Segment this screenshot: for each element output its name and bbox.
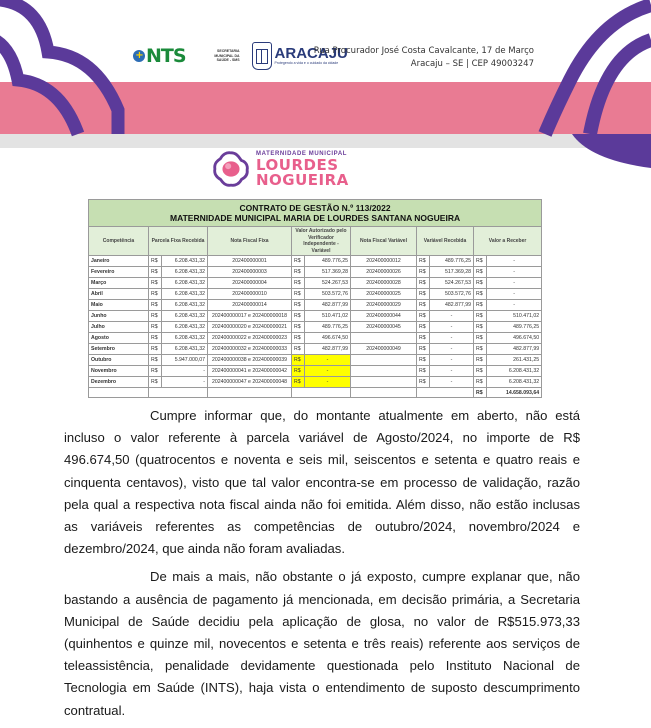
- cell-variavel-recebida: -: [430, 322, 474, 333]
- sms-logo-line2: SAÚDE - SMS: [216, 58, 240, 63]
- cell-autorizado-currency: R$: [292, 289, 305, 300]
- cell-parcela-fixa: 6.208.431,32: [162, 300, 208, 311]
- cell-nota-fiscal-fixa: 202400000022 e 202400000023: [208, 333, 292, 344]
- total-empty-cell: [292, 388, 351, 398]
- cell-nota-fiscal-variavel: 202400000025: [351, 289, 417, 300]
- cell-fixa-currency: R$: [149, 256, 162, 267]
- cell-parcela-fixa: 6.208.431,32: [162, 322, 208, 333]
- body-paragraph-2: De mais a mais, não obstante o já exposto, cumpre explanar que, não bastando a ausência de pagamento já mencionada, em decisão primária, a Secretaria Municipal de Saúde decidiu pela aplicação de glosa, no valor de R$515.973,33 (quinhentos e quinze mil, novecentos e setenta e três reais) referente aos serviços de teleassistência, penalidade devidamente questionada pelo Instituto Nacional de Tecnologia em Saúde (INTS), haja vista o entendimento de suposto descumprimento contratual.: [64, 569, 580, 718]
- cell-variavel-recebida: -: [430, 344, 474, 355]
- table-title-line2: MATERNIDADE MUNICIPAL MARIA DE LOURDES SANTANA NOGUEIRA: [170, 213, 461, 223]
- maternity-logo-subtitle: MATERNIDADE MUNICIPAL: [256, 151, 348, 157]
- header-address: [314, 45, 534, 71]
- cell-variavel-recebida: 524.267,53: [430, 278, 474, 289]
- table-header-row: [89, 227, 542, 256]
- column-header-nota-fiscal-variavel: Nota Fiscal Variável: [351, 227, 417, 256]
- cell-competencia: Dezembro: [89, 377, 149, 388]
- cell-valor-autorizado: 517.369,28: [305, 267, 351, 278]
- cell-nota-fiscal-variavel: 202400000026: [351, 267, 417, 278]
- cell-receber-currency: R$: [474, 333, 487, 344]
- maternity-logo-line1: LOURDES: [256, 156, 339, 174]
- cell-competencia: Janeiro: [89, 256, 149, 267]
- document-body: [64, 405, 580, 728]
- cell-fixa-currency: R$: [149, 289, 162, 300]
- cell-nota-fiscal-fixa: 202400000014: [208, 300, 292, 311]
- table-row: [89, 256, 542, 267]
- table-row: [89, 267, 542, 278]
- cell-nota-fiscal-fixa: 202400000001: [208, 256, 292, 267]
- cell-valor-receber: -: [487, 278, 542, 289]
- cell-parcela-fixa: 6.208.431,32: [162, 289, 208, 300]
- maternity-logo: [212, 150, 349, 188]
- cell-nota-fiscal-fixa: 202400000041 e 202400000042: [208, 366, 292, 377]
- cell-parcela-fixa: 6.208.431,32: [162, 256, 208, 267]
- cell-nota-fiscal-variavel: 202400000049: [351, 344, 417, 355]
- total-value: 14.658.093,64: [487, 388, 542, 398]
- cell-valor-receber: 510.471,02: [487, 311, 542, 322]
- cell-valor-receber: -: [487, 267, 542, 278]
- cell-receber-currency: R$: [474, 355, 487, 366]
- cell-var-currency: R$: [417, 256, 430, 267]
- cell-fixa-currency: R$: [149, 300, 162, 311]
- cell-variavel-recebida: -: [430, 377, 474, 388]
- cell-var-currency: R$: [417, 300, 430, 311]
- cell-valor-autorizado: 496.674,50: [305, 333, 351, 344]
- cell-fixa-currency: R$: [149, 311, 162, 322]
- cell-competencia: Junho: [89, 311, 149, 322]
- table-row: [89, 278, 542, 289]
- cell-parcela-fixa: -: [162, 377, 208, 388]
- cell-parcela-fixa: 6.208.431,32: [162, 278, 208, 289]
- cell-competencia: Março: [89, 278, 149, 289]
- cell-fixa-currency: R$: [149, 355, 162, 366]
- cell-autorizado-currency: R$: [292, 344, 305, 355]
- cell-receber-currency: R$: [474, 366, 487, 377]
- table-row: [89, 289, 542, 300]
- contract-table-container: [88, 199, 541, 398]
- cell-nota-fiscal-fixa: 202400000047 e 202400000048: [208, 377, 292, 388]
- cell-receber-currency: R$: [474, 278, 487, 289]
- cell-nota-fiscal-variavel: [351, 333, 417, 344]
- total-empty-cell: [208, 388, 292, 398]
- cell-valor-receber: -: [487, 289, 542, 300]
- sms-logo: [198, 49, 240, 63]
- cell-nota-fiscal-variavel: [351, 366, 417, 377]
- cell-nota-fiscal-fixa: 202400000032 e 202400000033: [208, 344, 292, 355]
- table-row: [89, 355, 542, 366]
- cell-receber-currency: R$: [474, 256, 487, 267]
- cell-valor-autorizado: 524.267,53: [305, 278, 351, 289]
- cell-autorizado-currency: R$: [292, 322, 305, 333]
- cell-nota-fiscal-variavel: 202400000045: [351, 322, 417, 333]
- cell-variavel-recebida: -: [430, 366, 474, 377]
- cell-nota-fiscal-fixa: 202400000010: [208, 289, 292, 300]
- cell-fixa-currency: R$: [149, 344, 162, 355]
- cell-nota-fiscal-fixa: 202400000020 e 202400000021: [208, 322, 292, 333]
- cell-autorizado-currency: R$: [292, 300, 305, 311]
- cell-fixa-currency: R$: [149, 322, 162, 333]
- table-total-row: [89, 388, 542, 398]
- cell-competencia: Fevereiro: [89, 267, 149, 278]
- header-grey-band: [0, 134, 651, 148]
- total-currency: R$: [474, 388, 487, 398]
- column-header-competencia: Competência: [89, 227, 149, 256]
- cell-variavel-recebida: 482.877,99: [430, 300, 474, 311]
- cell-fixa-currency: R$: [149, 333, 162, 344]
- cell-receber-currency: R$: [474, 377, 487, 388]
- cell-autorizado-currency: R$: [292, 377, 305, 388]
- cell-competencia: Outubro: [89, 355, 149, 366]
- cell-receber-currency: R$: [474, 344, 487, 355]
- cell-nota-fiscal-fixa: 202400000004: [208, 278, 292, 289]
- cell-autorizado-currency: R$: [292, 355, 305, 366]
- aracaju-logo-name: ARACAJU: [274, 45, 348, 62]
- cell-variavel-recebida: 503.572,76: [430, 289, 474, 300]
- cell-autorizado-currency: R$: [292, 311, 305, 322]
- cell-nota-fiscal-variavel: 202400000044: [351, 311, 417, 322]
- cell-nota-fiscal-fixa: 202400000003: [208, 267, 292, 278]
- contract-table: [88, 199, 542, 398]
- ints-logo-text: NTS: [146, 45, 186, 67]
- header-pink-band: [0, 82, 651, 134]
- cell-competencia: Abril: [89, 289, 149, 300]
- cell-parcela-fixa: -: [162, 366, 208, 377]
- body-paragraph-1: Cumpre informar que, do montante atualmente em aberto, não está incluso o valor referente à parcela variável de Agosto/2024, no importe de R$ 496.674,50 (quatrocentos e noventa e seis mil, seiscentos e setenta e quatro reais e cinquenta centavos), visto que tal valor encontra-se em processo de validação, razão pela qual a respectiva nota fiscal ainda não foi emitida. Além disso, não estão inclusas as variáveis referentes as competências de outubro/2024, novembro/2024 e dezembro/2024, que ainda não foram avaliadas.: [64, 408, 580, 557]
- cell-var-currency: R$: [417, 311, 430, 322]
- table-row: [89, 377, 542, 388]
- column-header-nota-fiscal-fixa: Nota Fiscal Fixa: [208, 227, 292, 256]
- cell-receber-currency: R$: [474, 300, 487, 311]
- address-line1: Rua Procurador José Costa Cavalcante, 17 de Março: [313, 46, 534, 56]
- cell-var-currency: R$: [417, 289, 430, 300]
- cell-valor-autorizado: 489.776,25: [305, 322, 351, 333]
- cell-competencia: Setembro: [89, 344, 149, 355]
- cell-var-currency: R$: [417, 278, 430, 289]
- table-row: [89, 366, 542, 377]
- cell-nota-fiscal-variavel: [351, 355, 417, 366]
- table-row: [89, 322, 542, 333]
- cell-receber-currency: R$: [474, 311, 487, 322]
- cell-valor-receber: -: [487, 300, 542, 311]
- cell-competencia: Agosto: [89, 333, 149, 344]
- cell-valor-receber: 482.877,99: [487, 344, 542, 355]
- total-empty-cell: [149, 388, 208, 398]
- cell-nota-fiscal-fixa: 202400000038 e 202400000039: [208, 355, 292, 366]
- column-header-parcela-fixa: Parcela Fixa Recebida: [149, 227, 208, 256]
- cell-var-currency: R$: [417, 344, 430, 355]
- cell-autorizado-currency: R$: [292, 366, 305, 377]
- cell-fixa-currency: R$: [149, 278, 162, 289]
- maternity-flower-icon: [212, 150, 250, 188]
- cell-variavel-recebida: 517.369,28: [430, 267, 474, 278]
- table-row: [89, 300, 542, 311]
- total-empty-cell: [351, 388, 417, 398]
- cell-receber-currency: R$: [474, 267, 487, 278]
- cell-nota-fiscal-variavel: 202400000012: [351, 256, 417, 267]
- cell-nota-fiscal-fixa: 202400000017 e 202400000018: [208, 311, 292, 322]
- cell-autorizado-currency: R$: [292, 333, 305, 344]
- cell-valor-receber: 6.208.431,32: [487, 377, 542, 388]
- cell-valor-autorizado: 503.572,76: [305, 289, 351, 300]
- table-row: [89, 344, 542, 355]
- cell-valor-autorizado: -: [305, 377, 351, 388]
- cell-competencia: Julho: [89, 322, 149, 333]
- cell-parcela-fixa: 6.208.431,32: [162, 333, 208, 344]
- table-row: [89, 333, 542, 344]
- cell-fixa-currency: R$: [149, 366, 162, 377]
- cell-valor-receber: 6.208.431,32: [487, 366, 542, 377]
- cell-autorizado-currency: R$: [292, 256, 305, 267]
- cell-valor-receber: -: [487, 256, 542, 267]
- cell-valor-receber: 261.431,25: [487, 355, 542, 366]
- cell-receber-currency: R$: [474, 289, 487, 300]
- cell-variavel-recebida: -: [430, 333, 474, 344]
- column-header-variavel-recebida: Variável Recebida: [417, 227, 474, 256]
- total-empty-cell: [89, 388, 149, 398]
- maternity-logo-line2: NOGUEIRA: [256, 171, 349, 189]
- cell-variavel-recebida: -: [430, 355, 474, 366]
- city-crest-icon: [252, 42, 272, 70]
- cell-var-currency: R$: [417, 377, 430, 388]
- total-empty-cell: [417, 388, 474, 398]
- cell-valor-autorizado: -: [305, 366, 351, 377]
- cell-valor-autorizado: -: [305, 355, 351, 366]
- sms-logo-line1: SECRETARIA MUNICIPAL DA: [214, 49, 240, 58]
- cell-valor-autorizado: 482.877,99: [305, 344, 351, 355]
- cell-autorizado-currency: R$: [292, 278, 305, 289]
- cell-variavel-recebida: -: [430, 311, 474, 322]
- cell-valor-receber: 489.776,25: [487, 322, 542, 333]
- cell-valor-autorizado: 489.776,25: [305, 256, 351, 267]
- ints-logo: [133, 45, 186, 67]
- cell-parcela-fixa: 6.208.431,32: [162, 267, 208, 278]
- table-title: [89, 200, 542, 227]
- cell-var-currency: R$: [417, 267, 430, 278]
- cell-parcela-fixa: 6.208.431,32: [162, 344, 208, 355]
- cell-valor-receber: 496.674,50: [487, 333, 542, 344]
- cell-valor-autorizado: 482.877,99: [305, 300, 351, 311]
- address-line2: Aracaju – SE | CEP 49003247: [410, 59, 534, 69]
- cell-fixa-currency: R$: [149, 267, 162, 278]
- plus-icon: +: [133, 50, 145, 62]
- cell-nota-fiscal-variavel: 202400000028: [351, 278, 417, 289]
- cell-receber-currency: R$: [474, 322, 487, 333]
- table-title-line1: CONTRATO DE GESTÃO N.º 113/2022: [239, 203, 391, 213]
- cell-autorizado-currency: R$: [292, 267, 305, 278]
- cell-var-currency: R$: [417, 333, 430, 344]
- table-row: [89, 311, 542, 322]
- aracaju-logo-tagline: Protegendo a vida e o cuidado da cidade: [274, 61, 339, 65]
- cell-nota-fiscal-variavel: 202400000029: [351, 300, 417, 311]
- cell-parcela-fixa: 6.208.431,32: [162, 311, 208, 322]
- cell-parcela-fixa: 5.947.000,07: [162, 355, 208, 366]
- column-header-valor-autorizado: Valor Autorizado pelo Verificador Independente - Variável: [292, 227, 351, 256]
- cell-var-currency: R$: [417, 355, 430, 366]
- cell-competencia: Novembro: [89, 366, 149, 377]
- column-header-valor-receber: Valor a Receber: [474, 227, 542, 256]
- cell-nota-fiscal-variavel: [351, 377, 417, 388]
- cell-var-currency: R$: [417, 322, 430, 333]
- cell-var-currency: R$: [417, 366, 430, 377]
- cell-fixa-currency: R$: [149, 377, 162, 388]
- cell-variavel-recebida: 489.776,25: [430, 256, 474, 267]
- cell-competencia: Maio: [89, 300, 149, 311]
- cell-valor-autorizado: 510.471,02: [305, 311, 351, 322]
